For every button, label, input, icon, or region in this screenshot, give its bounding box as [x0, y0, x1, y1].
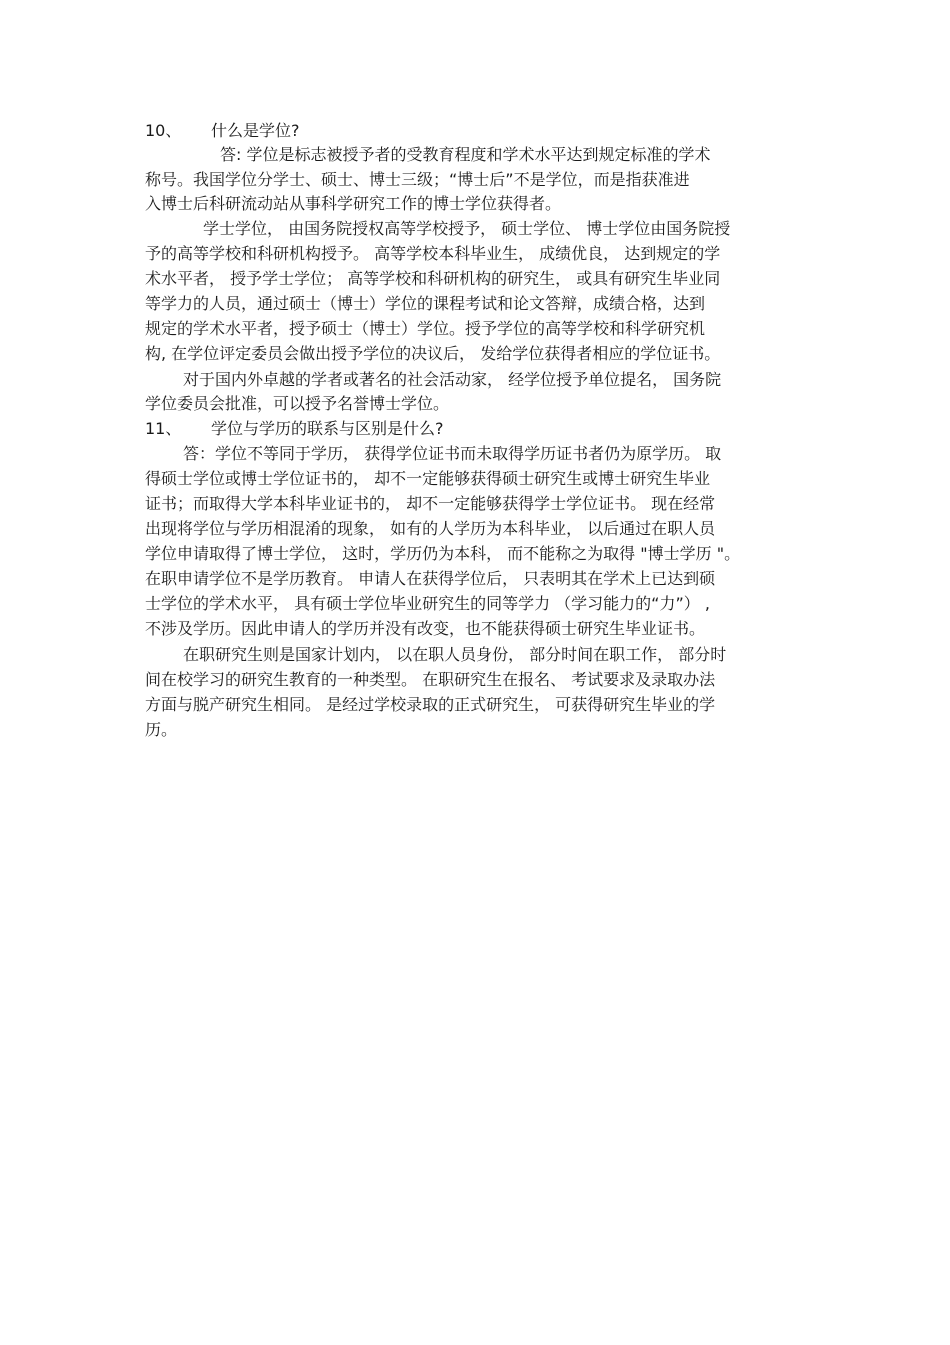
q11-p2-line-2: 间在校学习的研究生教育的一种类型。 在职研究生在报名、 考试要求及录取办法: [145, 670, 716, 689]
q11-p1-line-3: 证书；而取得大学本科毕业证书的， 却不一定能够获得学士学位证书。 现在经常: [145, 494, 716, 513]
q10-p3-line-1: 对于国内外卓越的学者或著名的社会活动家， 经学位授予单位提名， 国务院: [183, 370, 722, 389]
q10-p2-line-5: 规定的学术水平者，授予硕士（博士）学位。授予学位的高等学校和科学研究机: [145, 319, 706, 338]
q11-p2-line-4: 历。: [145, 720, 178, 739]
q10-p2-line-2: 予的高等学校和科研机构授予。 高等学校本科毕业生， 成绩优良， 达到规定的学: [145, 244, 721, 263]
q10-p1-line-2: 称号。我国学位分学士、硕士、博士三级；“博士后”不是学位，而是指获准进: [145, 170, 690, 189]
question-10-heading: [145, 121, 300, 143]
q11-p1-line-6: 在职申请学位不是学历教育。 申请人在获得学位后， 只表明其在学术上已达到硕: [145, 569, 716, 588]
q11-p1-line-5: 学位申请取得了博士学位， 这时，学历仍为本科， 而不能称之为取得 "博士学历 "。: [145, 544, 741, 563]
q10-p3-line-2: 学位委员会批准，可以授予名誉博士学位。: [145, 394, 450, 413]
q11-p2-line-3: 方面与脱产研究生相同。 是经过学校录取的正式研究生， 可获得研究生毕业的学: [145, 695, 716, 714]
q11-p1-line-7: 士学位的学术水平， 具有硕士学位毕业研究生的同等学力 （学习能力的“力”） ,: [145, 594, 710, 613]
q10-p2-line-1: 学士学位， 由国务院授权高等学校授予， 硕士学位、 博士学位由国务院授: [203, 219, 731, 238]
question-10-title: 什么是学位?: [211, 121, 300, 140]
q11-p1-line-2: 得硕士学位或博士学位证书的， 却不一定能够获得硕士研究生或博士研究生毕业: [145, 469, 711, 488]
q10-p2-line-6: 构, 在学位评定委员会做出授予学位的决议后， 发给学位获得者相应的学位证书。: [145, 344, 721, 363]
q11-p2-line-1: 在职研究生则是国家计划内， 以在职人员身份， 部分时间在职工作， 部分时: [183, 645, 727, 664]
q10-p1-line-3: 入博士后科研流动站从事科学研究工作的博士学位获得者。: [145, 194, 562, 213]
q10-p2-line-3: 术水平者， 授予学士学位； 高等学校和科研机构的研究生， 或具有研究生毕业同: [145, 269, 721, 288]
question-11-heading: [145, 419, 444, 441]
q11-p1-line-1: 答：学位不等同于学历， 获得学位证书而未取得学历证书者仍为原学历。 取: [183, 444, 722, 463]
question-11-title: 学位与学历的联系与区别是什么?: [211, 419, 444, 438]
q11-p1-line-8: 不涉及学历。因此申请人的学历并没有改变，也不能获得硕士研究生毕业证书。: [145, 619, 706, 638]
q10-p2-line-4: 等学力的人员，通过硕士（博士）学位的课程考试和论文答辩，成绩合格，达到: [145, 294, 706, 313]
q11-p1-line-4: 出现将学位与学历相混淆的现象， 如有的人学历为本科毕业， 以后通过在职人员: [145, 519, 716, 538]
question-10-number: 10、: [145, 121, 182, 140]
question-11-number: 11、: [145, 419, 182, 438]
q10-p1-line-1: 答: 学位是标志被授予者的受教育程度和学术水平达到规定标准的学术: [220, 145, 711, 164]
